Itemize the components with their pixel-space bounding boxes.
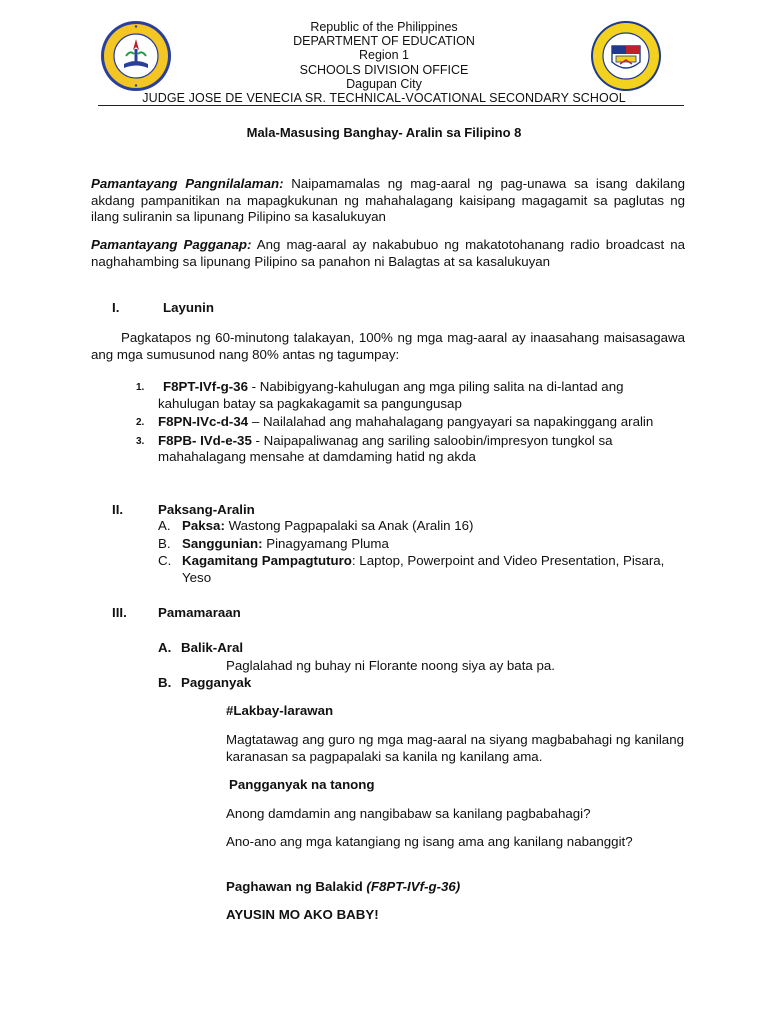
letterhead-republic: Republic of the Philippines — [310, 20, 458, 34]
pangnilalaman-text: Naipamamalas ng mag-aaral ng pag-unawa sa isang dakilang akdang pampanitikan na mapagkukunan ng mahahalagang kaisipang magagamit sa paglutas ng ilang suliranin sa lipunang Pilipino sa kasalukuyan — [91, 176, 685, 224]
balik-aral-heading: Balik-Aral — [181, 640, 244, 655]
paksang-text: Pinagyamang Pluma — [262, 535, 389, 551]
section-2-numeral: II. — [112, 502, 124, 517]
document-title: Mala-Masusing Banghay- Aralin sa Filipino 8 — [246, 125, 522, 140]
objective-item — [136, 414, 686, 431]
objective-text: - Naipapaliwanag ang sariling saloobin/impresyon tungkol sa mahahalagang mensahe at damdaming hatid ng akda — [158, 432, 613, 464]
question-2: Ano-ano ang mga katangiang ng isang ama ang kanilang nabanggit? — [226, 834, 633, 849]
section-3-heading: Pamamaraan — [158, 605, 241, 620]
objective-code: F8PB- IVd-e-35 — [158, 432, 252, 448]
paksang-label: Kagamitang Pampagtuturo — [182, 553, 352, 568]
paksang-letter: A. — [158, 518, 171, 533]
question-1: Anong damdamin ang nangibabaw sa kanilang pagbabahagi? — [226, 806, 591, 821]
paksang-letter: C. — [158, 553, 172, 568]
section-2-heading: Paksang-Aralin — [158, 502, 255, 517]
objective-number: 1. — [136, 382, 145, 393]
letterhead-region: Region 1 — [358, 48, 410, 63]
pagganap-text: Ang mag-aaral ay nakabubuo ng makatotohanang radio broadcast na naghahambing sa lipunang Pilipino sa panahon ni Balagtas at sa kasalukuyan — [91, 237, 685, 269]
balik-aral-letter: A. — [158, 640, 172, 655]
letterhead-city: Dagupan City — [346, 76, 422, 91]
lakbay-larawan-text: Magtatawag ang guro ng mga mag-aaral na siyang magbabahagi ng kanilang karanasan sa pagpapalaki sa kanila ng kanilang ama. — [226, 732, 684, 764]
lakbay-larawan-heading: #Lakbay-larawan — [226, 703, 334, 718]
paksang-letter: B. — [158, 535, 171, 551]
objective-item — [136, 433, 686, 466]
pagganyak-letter: B. — [158, 675, 172, 690]
letterhead-school: JUDGE JOSE DE VENECIA SR. TECHNICAL-VOCATIONAL SECONDARY SCHOOL — [142, 91, 626, 106]
objective-code: F8PT-IVf-g-36 — [163, 379, 248, 394]
objective-item — [136, 379, 686, 412]
balik-aral-text: Paglalahad ng buhay ni Florante noong siya ay bata pa. — [226, 658, 555, 673]
paksang-item — [158, 536, 688, 553]
section-3-numeral: III. — [112, 605, 127, 620]
letterhead — [0, 20, 768, 105]
game-title: AYUSIN MO AKO BABY! — [226, 907, 379, 922]
pamantayang-pagganap — [91, 237, 685, 270]
pangganyak-tanong-heading: Pangganyak na tanong — [229, 777, 375, 792]
paksang-aralin-list — [158, 518, 688, 586]
pamantayang-pangnilalaman — [91, 176, 685, 226]
paksang-item — [158, 518, 688, 535]
header-divider — [98, 105, 684, 106]
objective-text: – Nailalahad ang mahahalagang pangyayari sa napakinggang aralin — [248, 414, 654, 429]
pagganap-label: Pamantayang Pagganap: — [91, 237, 252, 252]
letterhead-department: DEPARTMENT OF EDUCATION — [293, 34, 475, 49]
paksang-text: Wastong Pagpapalaki sa Anak (Aralin 16) — [224, 518, 474, 533]
letterhead-division: SCHOOLS DIVISION OFFICE — [299, 62, 469, 77]
objective-code: F8PN-IVc-d-34 — [158, 414, 249, 429]
objective-text: - Nabibigyang-kahulugan ang mga piling salita na di-lantad ang kahulugan batay sa pagkakagamit sa pangungusap — [158, 379, 624, 411]
section-1-numeral: I. — [112, 300, 120, 315]
paksang-label: Paksa: — [182, 518, 225, 533]
balakid-code: (F8PT-IVf-g-36) — [366, 879, 461, 894]
balakid-label: Paghawan ng Balakid — [226, 879, 367, 894]
objective-number: 2. — [136, 417, 145, 428]
paghawan-ng-balakid — [226, 879, 460, 896]
pagganyak-heading: Pagganyak — [181, 675, 252, 690]
objective-number: 3. — [136, 435, 145, 447]
paksang-text: : Laptop, Powerpoint and Video Presentation, Pisara, Yeso — [182, 553, 665, 585]
section-1-heading: Layunin — [163, 300, 214, 315]
layunin-intro: Pagkatapos ng 60-minutong talakayan, 100% ng mga mag-aaral ay inaasahang maisasagawa ang mga sumusunod nang 80% antas ng tagumpay: — [91, 330, 685, 362]
paksang-item — [158, 553, 688, 586]
pangnilalaman-label: Pamantayang Pangnilalaman: — [91, 176, 284, 191]
paksang-label: Sanggunian: — [182, 535, 263, 551]
objectives-list — [136, 379, 686, 467]
